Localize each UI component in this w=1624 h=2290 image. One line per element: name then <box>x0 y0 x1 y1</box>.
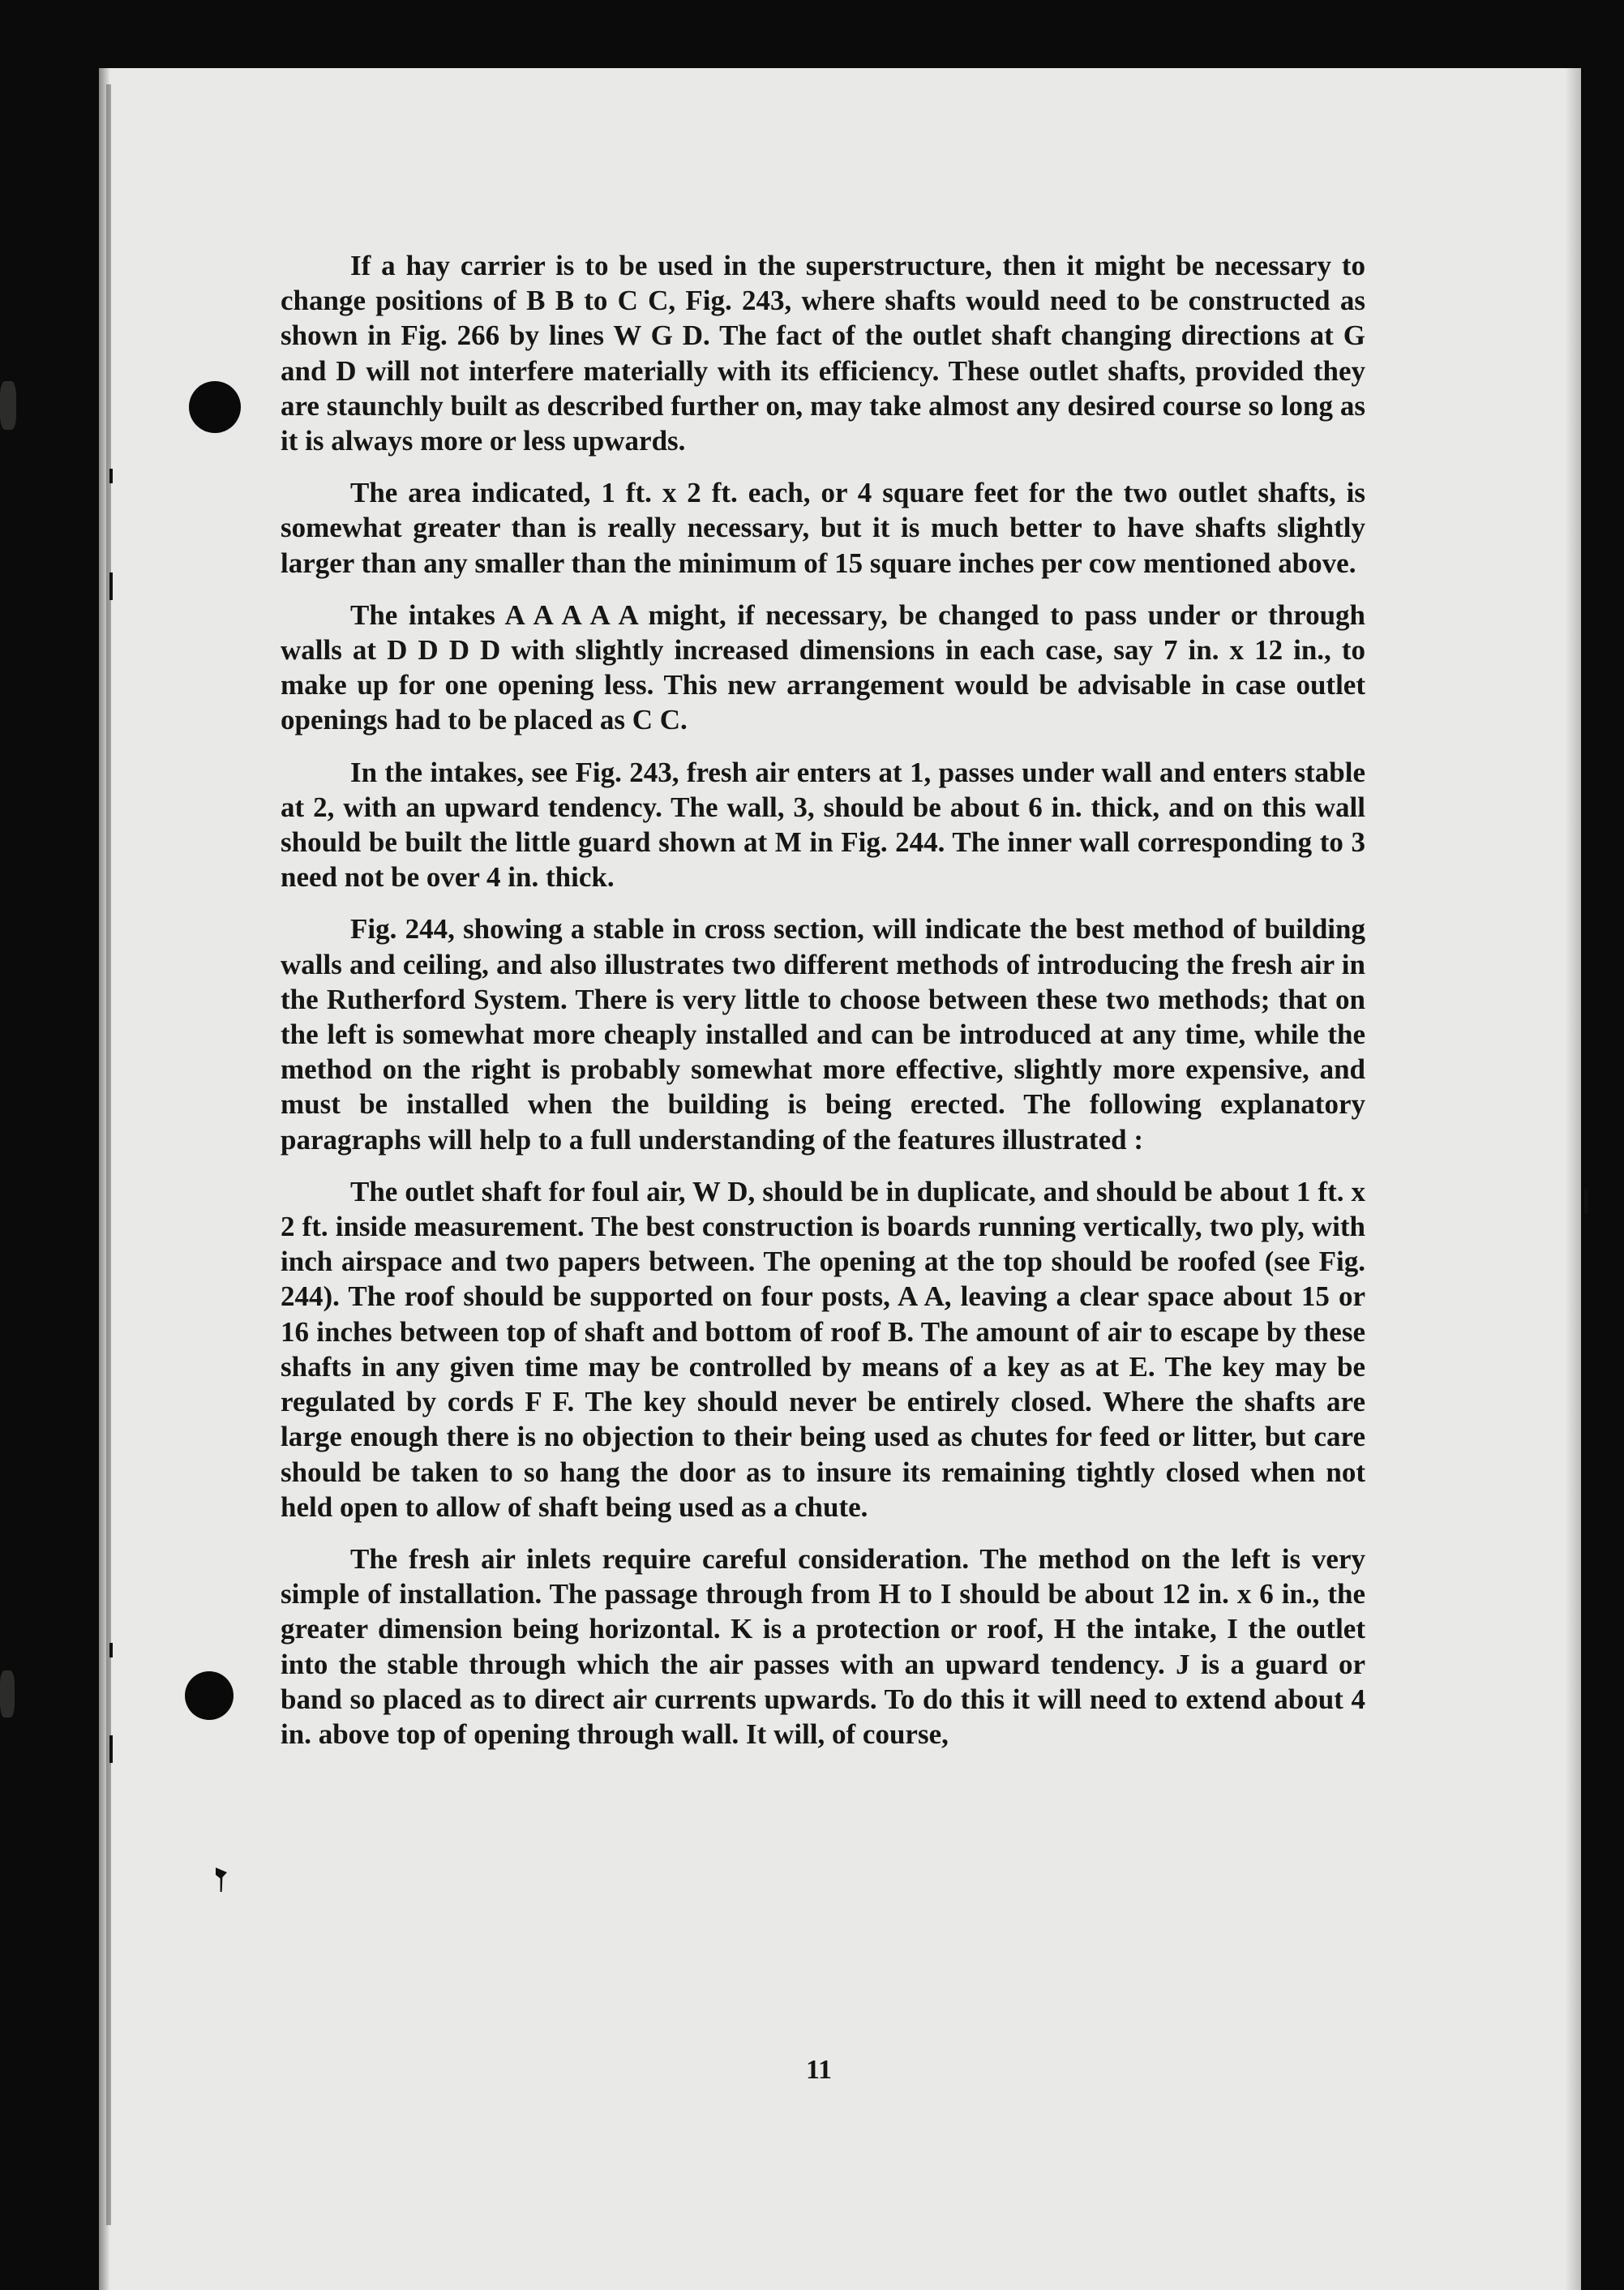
page-right-edge-shadow <box>1565 68 1581 2290</box>
paragraph-intakes-fresh-air: In the intakes, see Fig. 243, fresh air enters at 1, passes under wall and enters stable at 2, with an upward tendency. The wall, 3, should be about 6 in. thick, and on this wall should be built the little guard shown at M in Fig. 244. The inner wall corresponding to 3 need not be over 4 in. thick. <box>281 756 1365 894</box>
paragraph-fresh-air-inlets: The fresh air inlets require careful consideration. The method on the left is very simple of installation. The passage through from H to I should be about 12 in. x 6 in., the greater dimension being horizontal. K is a protection or roof, H the intake, I the outlet into the stable through which the air passes with an upward tendency. J is a guard or band so placed as to direct air currents upwards. To do this it will need to extend about 4 in. above top of opening through wall. It will, of course, <box>281 1542 1365 1750</box>
paragraph-hay-carrier: If a hay carrier is to be used in the superstructure, then it might be necessary to change positions of B B to C C, Fig. 243, where shafts would need to be constructed as shown in Fig. 266 by lines W G D. The fact of the outlet shaft changing directions at G and D will not interfere materially with its efficiency. These outlet shafts, provided they are staunchly built as described further on, may take almost any desired course so long as it is always more or less upwards. <box>281 250 1365 457</box>
paragraph-fig-244-cross-section: Fig. 244, showing a stable in cross section, will indicate the best method of building walls and ceiling, and also illustrates two different methods of introducing the fresh air in the Rutherford System. There is very little to choose between these two methods; that on the left is somewhat more cheaply installed and can be introduced at any time, while the method on the right is probably somewhat more effective, slightly more expensive, and must be installed when the building is being erected. The following explanatory paragraphs will help to a full understanding of the features illustrated : <box>281 913 1365 1156</box>
page-number: 11 <box>805 2055 833 2085</box>
adjacent-page-hole-top <box>0 381 16 430</box>
paragraph-outlet-shaft: The outlet shaft for foul air, W D, should be in duplicate, and should be about 1 ft. x 2 ft. inside measurement. The best construction is boards running vertically, two ply, with inch airspace and two papers between. The opening at the top should be roofed (see Fig. 244). The roof should be supported on four posts, A A, leaving a clear space about 15 or 16 inches between top of shaft and bottom of roof B. The amount of air to escape by these shafts in any given time may be controlled by means of a key as at E. The key may be regulated by cords F F. The key should never be entirely closed. Where the shafts are large enough there is no objection to their being used as chutes for feed or litter, but care should be taken to so hang the door as to insure its remaining tightly closed when not held open to allow of shaft being used as a chute. <box>281 1175 1365 1523</box>
binding-line <box>106 84 111 2225</box>
margin-mark <box>109 1643 113 1657</box>
adjacent-page-hole-bottom <box>0 1670 15 1718</box>
margin-mark <box>1584 1189 1588 1213</box>
punch-hole-bottom <box>185 1671 234 1720</box>
punch-hole-top <box>189 381 241 433</box>
paragraph-intakes-change: The intakes A A A A A might, if necessary, be changed to pass under or through walls at D D D D with slightly increased dimensions in each case, say 7 in. x 12 in., to make up for one opening less. This new arrangement would be advisable in case outlet openings had to be placed as C C. <box>281 598 1365 736</box>
margin-mark <box>109 572 113 600</box>
body-text <box>281 248 1365 1769</box>
paragraph-area-indicated: The area indicated, 1 ft. x 2 ft. each, or 4 square feet for the two outlet shafts, is somewhat greater than is really necessary, but it is much better to have shafts slightly larger than any smaller than the minimum of 15 square inches per cow mentioned above. <box>281 477 1365 579</box>
margin-mark <box>109 469 113 483</box>
margin-mark <box>109 1735 113 1763</box>
